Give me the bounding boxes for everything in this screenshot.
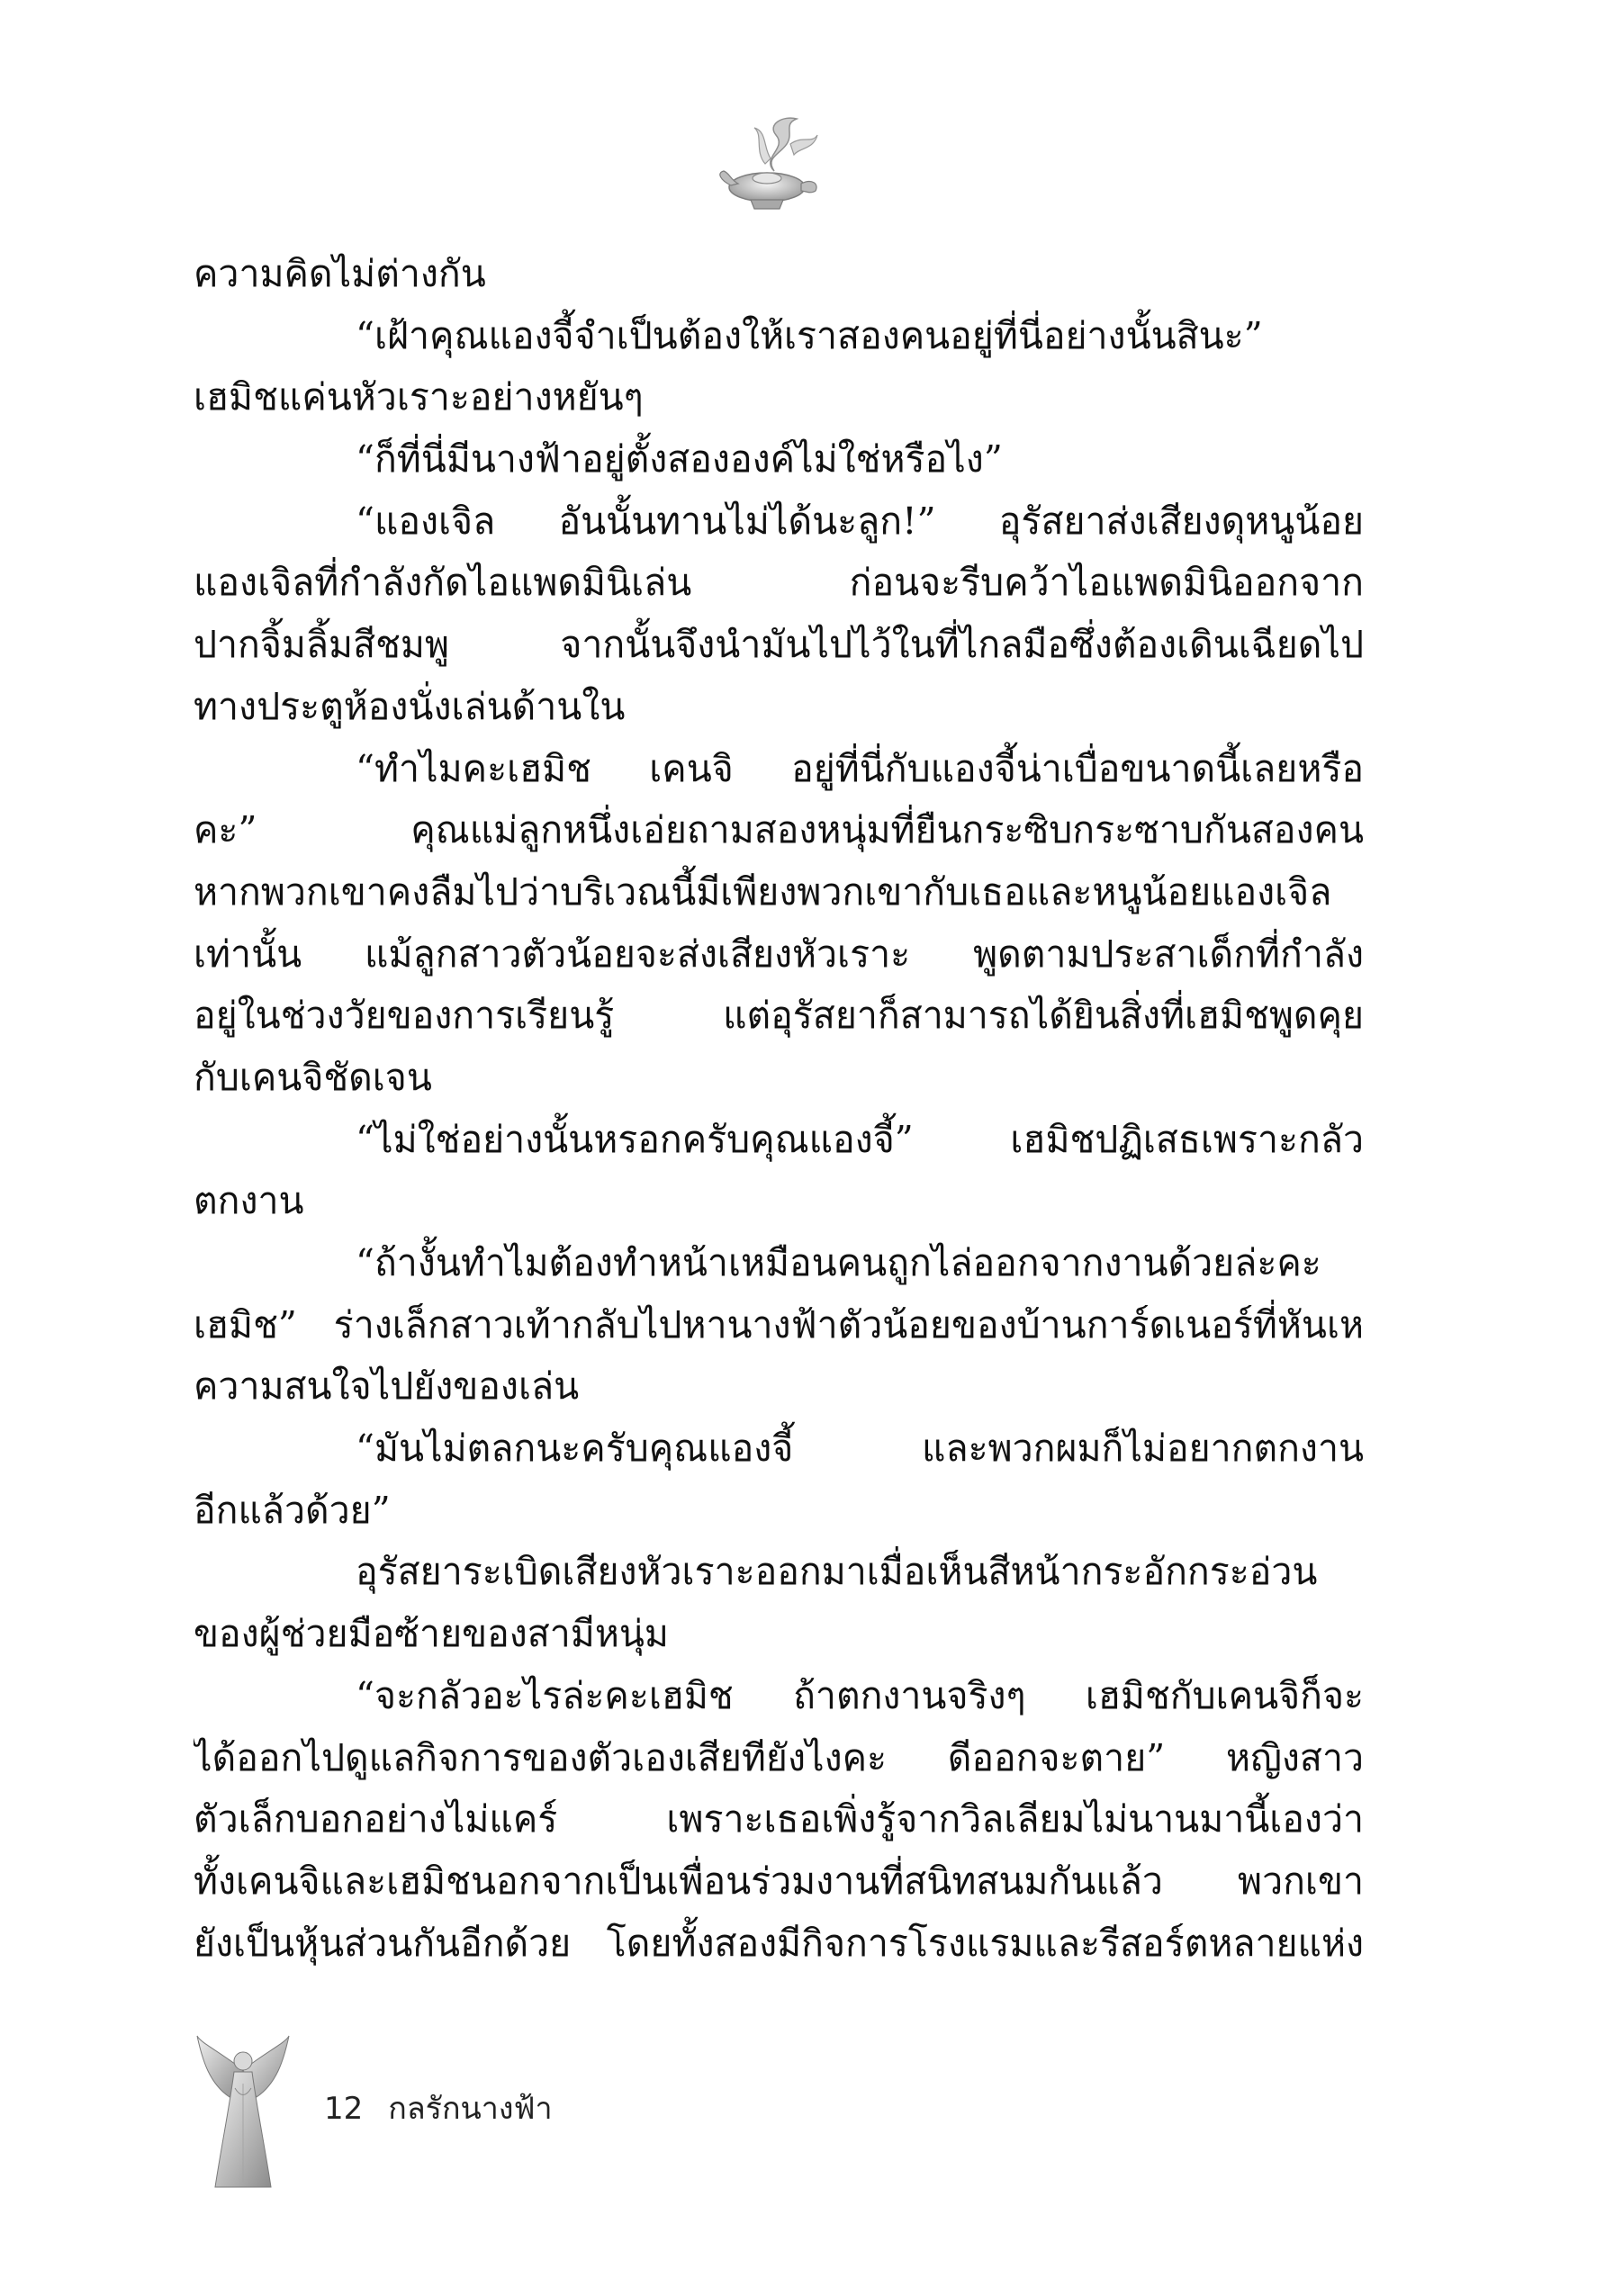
text-line: ปากจิ้มลิ้มสีชมพู จากนั้นจึงนำมันไปไว้ในที่ไกลมือซึ่งต้องเดินเฉียดไป: [194, 623, 1364, 667]
page-number: 12: [324, 2091, 364, 2127]
text-line: หากพวกเขาคงลืมไปว่าบริเวณนี้มีเพียงพวกเขากับเธอและหนูน้อยแองเจิล: [194, 869, 1332, 914]
genie-lamp-icon: [711, 108, 828, 225]
text-line: “เฝ้าคุณแองจี้จำเป็นต้องให้เราสองคนอยู่ที่นี่อย่างนั้นสินะ”: [356, 313, 1263, 357]
text-line: คะ” คุณแม่ลูกหนึ่งเอ่ยถามสองหนุ่มที่ยืนกระซิบกระซาบกันสองคน: [194, 808, 1364, 852]
text-line: อีกแล้วด้วย”: [194, 1488, 391, 1532]
text-line: อุรัสยาระเบิดเสียงหัวเราะออกมาเมื่อเห็นสีหน้ากระอักกระอ่วน: [356, 1550, 1318, 1594]
page-folio: [324, 2084, 553, 2132]
text-line: เท่านั้น แม้ลูกสาวตัวน้อยจะส่งเสียงหัวเราะ พูดตามประสาเด็กที่กำลัง: [194, 932, 1364, 976]
text-line: อยู่ในช่วงวัยของการเรียนรู้ แต่อุรัสยาก็สามารถได้ยินสิ่งที่เฮมิชพูดคุย: [194, 994, 1364, 1038]
text-line: เฮมิช” ร่างเล็กสาวเท้ากลับไปหานางฟ้าตัวน้อยของบ้านการ์ดเนอร์ที่หันเห: [194, 1302, 1364, 1346]
text-line: เฮมิชแค่นหัวเราะอย่างหยันๆ: [194, 375, 644, 419]
text-line: “จะกลัวอะไรล่ะคะเฮมิช ถ้าตกงานจริงๆ เฮมิชกับเคนจิก็จะ: [356, 1673, 1364, 1717]
text-line: “ไม่ใช่อย่างนั้นหรอกครับคุณแองจี้” เฮมิชปฏิเสธเพราะกลัว: [356, 1117, 1364, 1161]
text-line: “ก็ที่นี่มีนางฟ้าอยู่ตั้งสององค์ไม่ใช่หรือไง”: [356, 437, 1003, 482]
text-line: ตัวเล็กบอกอย่างไม่แคร์ เพราะเธอเพิ่งรู้จากวิลเลียมไม่นานมานี้เองว่า: [194, 1797, 1364, 1841]
text-line: ตกงาน: [194, 1179, 304, 1223]
text-line: ยังเป็นหุ้นส่วนกันอีกด้วย โดยทั้งสองมีกิจการโรงแรมและรีสอร์ตหลายแห่ง: [194, 1921, 1364, 1965]
text-line: ของผู้ช่วยมือซ้ายของสามีหนุ่ม: [194, 1612, 669, 1656]
text-line: “ถ้างั้นทำไมต้องทำหน้าเหมือนคนถูกไล่ออกจากงานด้วยล่ะคะ: [356, 1241, 1321, 1284]
body-text: [194, 243, 1364, 1974]
text-line: ทางประตูห้องนั่งเล่นด้านใน: [194, 684, 626, 728]
text-line: แองเจิลที่กำลังกัดไอแพดมินิเล่น ก่อนจะรีบคว้าไอแพดมินิออกจาก: [194, 561, 1364, 605]
text-line: กับเคนจิชัดเจน: [194, 1055, 432, 1099]
text-line: “มันไม่ตลกนะครับคุณแองจี้ และพวกผมก็ไม่อยากตกงาน: [356, 1427, 1364, 1471]
text-line: “ทำไมคะเฮมิช เคนจิ อยู่ที่นี่กับแองจี้น่าเบื่อขนาดนี้เลยหรือ: [356, 746, 1364, 790]
text-line: “แองเจิล อันนั้นทานไม่ได้นะลูก!” อุรัสยาส่งเสียงดุหนูน้อย: [356, 499, 1364, 543]
text-line: ความสนใจไปยังของเล่น: [194, 1364, 580, 1409]
text-line: ได้ออกไปดูแลกิจการของตัวเองเสียทียังไงคะ ดีออกจะตาย” หญิงสาว: [194, 1735, 1364, 1779]
text-line: ความคิดไม่ต่างกัน: [194, 252, 486, 295]
text-line: ทั้งเคนจิและเฮมิชนอกจากเป็นเพื่อนร่วมงานที่สนิทสนมกันแล้ว พวกเขา: [194, 1859, 1364, 1903]
page-footer: [194, 2034, 734, 2196]
angel-statue-icon: [194, 2034, 293, 2192]
book-title: กลรักนางฟ้า: [388, 2091, 553, 2127]
